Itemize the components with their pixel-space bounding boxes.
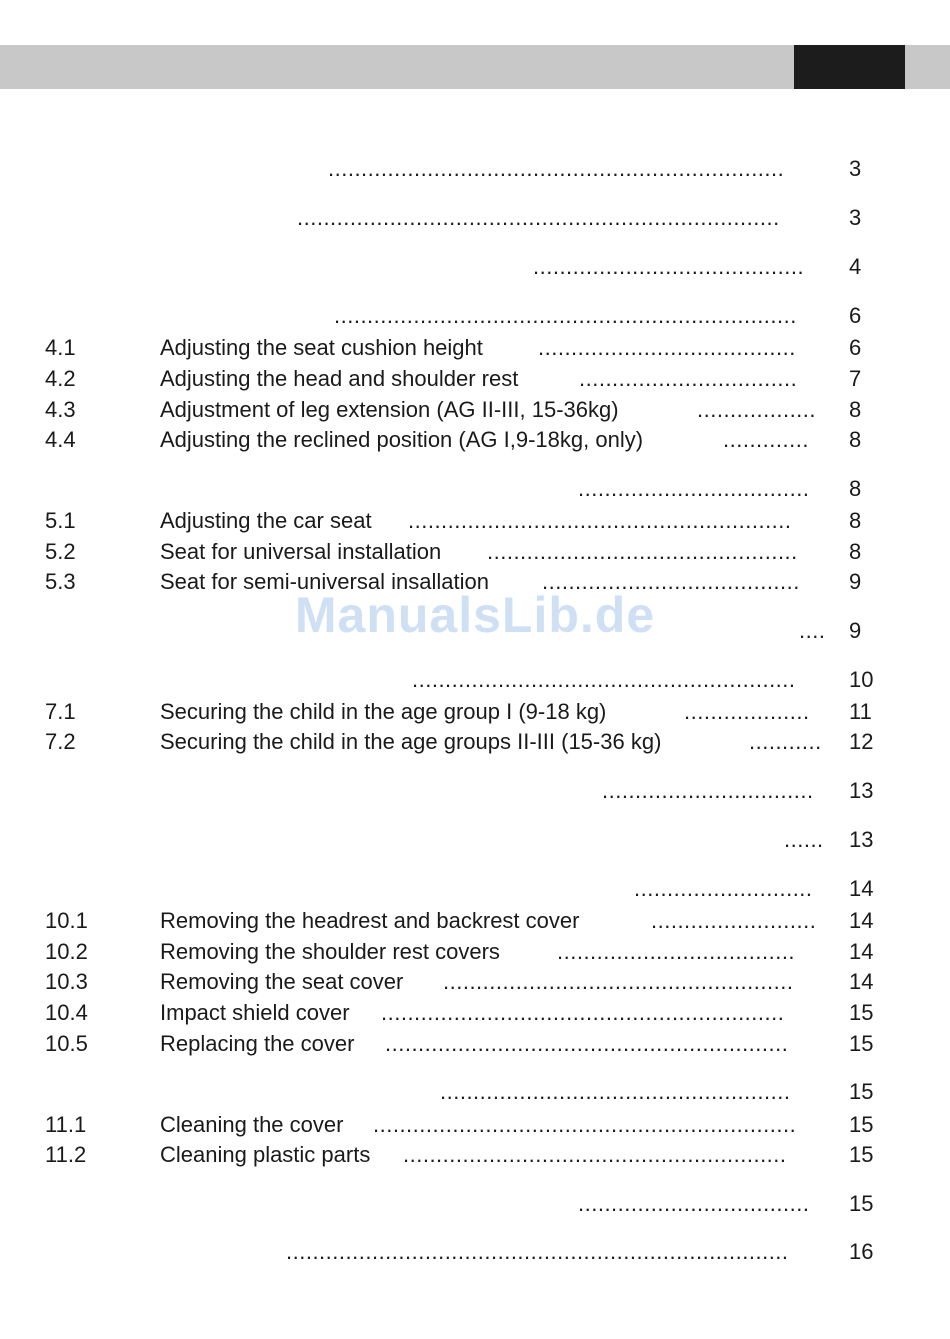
toc-dot-leader: .................................: [579, 366, 798, 391]
toc-section-number: 5.1: [45, 508, 76, 533]
toc-dot-leader: ..........................................................: [403, 1142, 787, 1167]
toc-entry[interactable]: [0, 1140, 950, 1170]
toc-entry[interactable]: [0, 395, 950, 425]
toc-page-number: 13: [849, 778, 874, 803]
toc-section-number: 10.5: [45, 1031, 88, 1056]
toc-dot-leader: .............: [723, 427, 809, 452]
toc-page-number: 16: [849, 1239, 874, 1264]
toc-dot-leader: ...............................................: [487, 539, 798, 564]
toc-dot-leader: ...................................: [578, 476, 810, 501]
toc-page-number: 12: [849, 729, 874, 754]
toc-entry[interactable]: [0, 697, 950, 727]
toc-section-number: 5.2: [45, 539, 76, 564]
toc-section-number: 7.2: [45, 729, 76, 754]
toc-dot-leader: ...........: [749, 729, 822, 754]
toc-section-title: Adjusting the seat cushion height: [160, 335, 483, 360]
toc-page-number: 6: [849, 303, 862, 328]
toc-entry[interactable]: [0, 1077, 950, 1107]
toc-entry[interactable]: [0, 776, 950, 806]
toc-dot-leader: ....................................: [557, 939, 796, 964]
toc-page-number: 3: [849, 205, 862, 230]
toc-page-number: 15: [849, 1112, 874, 1137]
toc-page-number: 8: [849, 539, 862, 564]
toc-dot-leader: ...................: [684, 699, 810, 724]
toc-dot-leader: .....................................................................: [328, 156, 785, 181]
toc-dot-leader: ..........................................................: [412, 667, 796, 692]
toc-section-number: 10.2: [45, 939, 88, 964]
toc-page-number: 7: [849, 366, 862, 391]
toc-entry[interactable]: [0, 998, 950, 1028]
toc-section-title: Adjustment of leg extension (AG II-III, 15-36kg): [160, 397, 619, 422]
toc-entry[interactable]: [0, 1110, 950, 1140]
toc-section-title: Replacing the cover: [160, 1031, 355, 1056]
toc-page-number: 11: [849, 699, 872, 724]
toc-page-number: 6: [849, 335, 862, 360]
toc-dot-leader: .......................................: [542, 569, 800, 594]
toc-section-title: Securing the child in the age group I (9-18 kg): [160, 699, 607, 724]
toc-dot-leader: ......: [784, 827, 824, 852]
toc-entry[interactable]: [0, 937, 950, 967]
toc-section-number: 5.3: [45, 569, 76, 594]
toc-section-title: Adjusting the car seat: [160, 508, 372, 533]
toc-dot-leader: ....: [799, 618, 826, 643]
toc-entry[interactable]: [0, 1189, 950, 1219]
toc-page-number: 15: [849, 1079, 874, 1104]
toc-section-number: 4.2: [45, 366, 76, 391]
toc-entry[interactable]: [0, 364, 950, 394]
toc-entry[interactable]: [0, 425, 950, 455]
toc-section-number: 11.2: [45, 1142, 87, 1167]
toc-page-number: 8: [849, 508, 862, 533]
toc-page-number: 13: [849, 827, 874, 852]
toc-section-number: 11.1: [45, 1112, 87, 1137]
toc-dot-leader: ..........................................................: [408, 508, 792, 533]
toc-entry[interactable]: [0, 825, 950, 855]
toc-page-number: 10: [849, 667, 874, 692]
toc-entry[interactable]: [0, 1237, 950, 1267]
toc-entry[interactable]: [0, 474, 950, 504]
toc-page-number: 8: [849, 397, 862, 422]
watermark: ManualsLib.de: [294, 587, 656, 643]
toc-entry[interactable]: [0, 874, 950, 904]
toc-section-number: 10.4: [45, 1000, 88, 1025]
toc-entry[interactable]: [0, 333, 950, 363]
toc-page-number: 9: [849, 569, 862, 594]
toc-dot-leader: ...........................: [634, 876, 813, 901]
toc-page-number: 8: [849, 427, 862, 452]
header-page-tab: [794, 45, 905, 89]
toc-page-number: 14: [849, 908, 874, 933]
toc-section-title: Seat for semi-universal insallation: [160, 569, 489, 594]
toc-entry[interactable]: [0, 1029, 950, 1059]
toc-entry[interactable]: [0, 154, 950, 184]
toc-entry[interactable]: [0, 727, 950, 757]
toc-dot-leader: .......................................: [538, 335, 796, 360]
toc-section-number: 7.1: [45, 699, 76, 724]
toc-section-title: Adjusting the head and shoulder rest: [160, 366, 519, 391]
toc-page-number: 8: [849, 476, 862, 501]
toc-dot-leader: .........................................: [533, 254, 805, 279]
toc-entry[interactable]: [0, 301, 950, 331]
toc-page-number: 3: [849, 156, 862, 181]
toc-section-title: Adjusting the reclined position (AG I,9-18kg, only): [160, 427, 644, 452]
toc-section-title: Removing the seat cover: [160, 969, 404, 994]
toc-page-number: 14: [849, 939, 874, 964]
toc-page-number: 15: [849, 1142, 874, 1167]
toc-entry[interactable]: [0, 967, 950, 997]
toc-entry[interactable]: [0, 252, 950, 282]
toc-entry[interactable]: [0, 203, 950, 233]
toc-section-number: 10.3: [45, 969, 88, 994]
toc-entry[interactable]: [0, 537, 950, 567]
toc-page-number: 9: [849, 618, 862, 643]
toc-dot-leader: ..................: [697, 397, 817, 422]
toc-section-number: 4.1: [45, 335, 76, 360]
toc-section-title: Securing the child in the age groups II-III (15-36 kg): [160, 729, 662, 754]
toc-section-title: Removing the headrest and backrest cover: [160, 908, 580, 933]
toc-page-number: 4: [849, 254, 862, 279]
toc-section-number: 4.4: [45, 427, 76, 452]
toc-page-number: 14: [849, 876, 874, 901]
toc-dot-leader: .........................: [651, 908, 817, 933]
toc-section-title: Removing the shoulder rest covers: [160, 939, 500, 964]
toc-dot-leader: .............................................................: [381, 1000, 785, 1025]
toc-dot-leader: ................................: [602, 778, 814, 803]
toc-section-title: Seat for universal installation: [160, 539, 442, 564]
toc-dot-leader: ...................................: [578, 1191, 810, 1216]
toc-dot-leader: .............................................................: [385, 1031, 789, 1056]
toc-section-title: Impact shield cover: [160, 1000, 350, 1025]
toc-section-title: Cleaning the cover: [160, 1112, 344, 1137]
toc-entry[interactable]: [0, 506, 950, 536]
toc-entry[interactable]: [0, 906, 950, 936]
toc-dot-leader: .....................................................: [440, 1079, 791, 1104]
toc-dot-leader: ......................................................................: [334, 303, 797, 328]
toc-page-number: 15: [849, 1191, 874, 1216]
toc-page-number: 15: [849, 1000, 874, 1025]
toc-dot-leader: .........................................................................: [297, 205, 780, 230]
toc-section-number: 4.3: [45, 397, 76, 422]
toc-page-number: 14: [849, 969, 874, 994]
toc-section-number: 10.1: [45, 908, 88, 933]
toc-dot-leader: .....................................................: [443, 969, 794, 994]
toc-dot-leader: ............................................................................: [286, 1239, 789, 1264]
toc-dot-leader: ................................................................: [373, 1112, 797, 1137]
toc-section-title: Cleaning plastic parts: [160, 1142, 371, 1167]
toc-page-number: 15: [849, 1031, 874, 1056]
toc-entry[interactable]: [0, 665, 950, 695]
